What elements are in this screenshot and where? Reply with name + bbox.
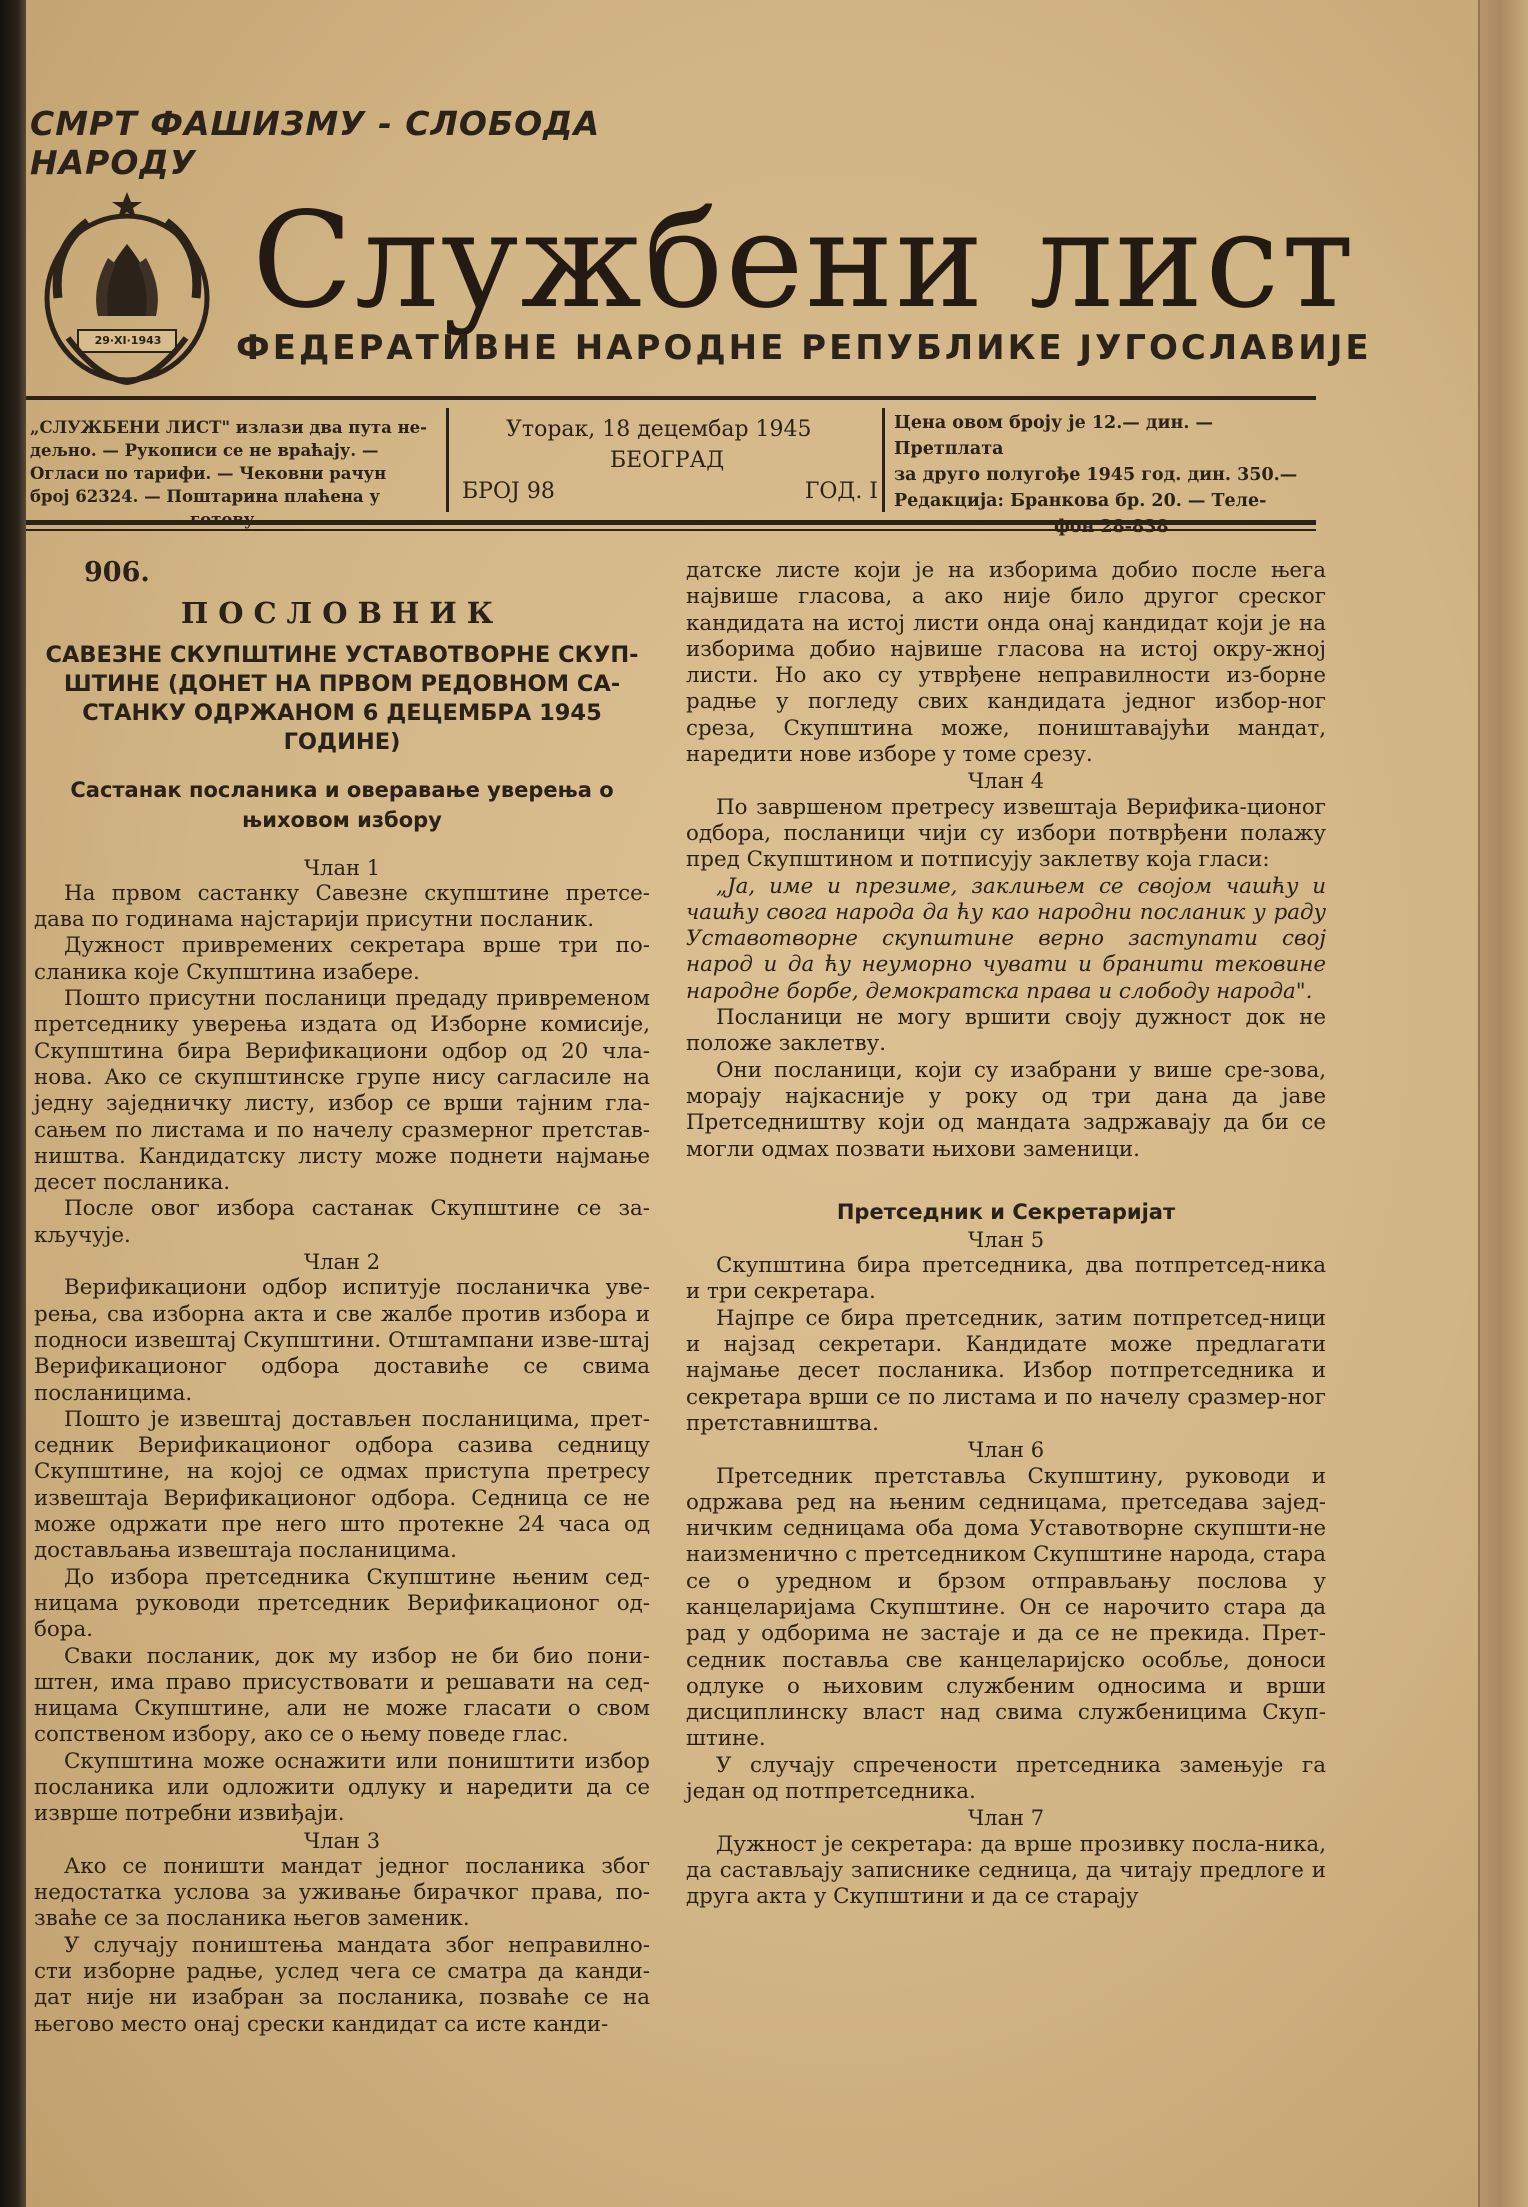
paragraph: Претседник претставља Скупштину, руководи и одржава ред на њеним седницама, претседава зајед-ничким седницама оба дома Уставотворне скупшти-не наизменично с претседником Скупштине народа, стара се о уредном и брзом отправљању послова у канцеларијама Скупштине. Он се нарочито стара да рад у одборима не застаје и да се не прекида. Прет-седник поставља све канцеларијско особље, доноси одлуке о њиховим службеним односима и врши дисциплинску власт над свима службеницима Скуп-штине.	[686, 1463, 1326, 1752]
paragraph: Пошто је извештај достављен посланицима, прет-седник Верификационог одбора сазива седницу Скупштине, на којој се одмах приступа претресу извештаја Верификационог одбора. Седница се не може одржати пре него што протекне 24 часа од достављања извештаја посланицима.	[34, 1406, 650, 1564]
subtitle-line: САВЕЗНЕ СКУПШТИНЕ УСТАВОТВОРНЕ СКУП-	[45, 641, 639, 668]
paragraph: Посланици не могу вршити своју дужност док не положе заклетву.	[686, 1005, 1326, 1057]
paragraph: У случају поништења мандата због неправилно-сти изборне радње, услед чега се сматра да канди-дат није ни изабран за посланика, позваће се на његово место онај срески кандидат са исте канди-	[34, 1932, 650, 2037]
top-rule	[26, 396, 1316, 400]
info-line: готову.	[190, 510, 261, 529]
price-line: Цена овом броју је 12.— дин. — Претплата	[894, 413, 1214, 459]
emblem-date: 29·XI·1943	[94, 334, 162, 347]
paragraph: По завршеном претресу извештаја Верифика-ционог одбора, посланици чији су избори потврђени полажу пред Скупштином и потписују заклетву која гласи:	[686, 794, 1326, 873]
price-line: Редакција: Бранкова бр. 20. — Теле-	[894, 491, 1267, 511]
issue-date: Уторак, 18 децембар 1945	[506, 417, 812, 442]
paragraph: Дужност привремених секретара врше три по-сланика које Скупштина изабере.	[34, 933, 650, 985]
info-line: дељно. — Рукописи се не враћају. —	[30, 441, 379, 460]
article-7-heading: Члан 7	[967, 1806, 1045, 1831]
book-spine-shadow	[0, 0, 26, 2207]
info-separator	[446, 408, 449, 512]
info-line: „СЛУЖБЕНИ ЛИСТ" излази два пута не-	[30, 418, 428, 437]
issue-info	[462, 414, 882, 507]
paragraph: Ако се поништи мандат једног посланика због недостатка услова за уживање бирачког права, по-зваће се за посланика његов заменик.	[34, 1853, 650, 1932]
article-1-heading: Члан 1	[303, 855, 381, 880]
paragraph: После овог избора састанак Скупштине се за-кључује.	[34, 1196, 650, 1248]
info-line: Огласи по тарифи. — Чековни рачун	[30, 464, 387, 483]
paragraph: Пошто присутни посланици предаду привременом претседнику уверења издата од Изборне комисије, Скупштина бира Верификациони одбор од 20 чла-нова. Ако се скупштинске групе нису сагласиле на једну заједничку листу, избор се врши тајним гла-сањем по листама и по начелу сразмерног претстав-ништва. Кандидатску листу може поднети најмање десет посланика.	[34, 986, 650, 1196]
slogan: СМРТ ФАШИЗМУ - СЛОБОДА НАРОДУ	[30, 104, 601, 182]
subtitle-line: СТАНКУ ОДРЖАНОМ 6 ДЕЦЕМБРА 1945 ГОДИНЕ)	[82, 699, 602, 755]
paragraph: До избора претседника Скупштине њеним сед-ницама руководи претседник Верификационог од-бора.	[34, 1564, 650, 1643]
publication-info	[30, 416, 430, 531]
issue-city: БЕОГРАД	[610, 448, 725, 473]
section-heading	[34, 775, 650, 835]
document-title: ПОСЛОВНИК	[180, 596, 504, 631]
price-line: фон 28-838	[1054, 517, 1169, 537]
article-3-heading: Члан 3	[303, 1828, 381, 1853]
newspaper-title: Службени лист	[252, 184, 1357, 338]
article-4-heading: Члан 4	[967, 769, 1045, 794]
issue-number: БРОЈ 98	[462, 479, 555, 504]
paragraph: На првом састанку Савезне скупштине претсе-дава по годинама најстарији присутни посланик.	[34, 880, 650, 933]
document-subtitle	[34, 641, 650, 757]
price-info	[894, 410, 1326, 540]
article-6-heading: Члан 6	[967, 1438, 1045, 1463]
article-2-heading: Члан 2	[303, 1250, 381, 1275]
paragraph: Скупштина бира претседника, два потпретсед-ника и три секретара.	[686, 1253, 1326, 1305]
paragraph: Скупштина може оснажити или поништити избор посланика или одложити одлуку и наредити да се изврше потребни извиђаји.	[34, 1748, 650, 1827]
paragraph: Верификациони одбор испитује посланичка уве-рења, сва изборна акта и све жалбе против избора и подноси извештај Скупштини. Отштампани изве-штај Верификационог одбора доставиће се свима посланицима.	[34, 1275, 650, 1406]
yugoslav-emblem-icon	[38, 188, 216, 388]
section-line: Састанак посланика и оверавање уверења о	[70, 777, 614, 802]
article-5-heading: Члан 5	[967, 1227, 1045, 1252]
issue-year: ГОД. I	[804, 479, 878, 504]
section-line: њиховом избору	[242, 807, 442, 832]
paragraph: Они посланици, који су изабрани у више сре-зова, морају најкасније у року од три дана да јаве Претседништву који од мандата задржавају да би се могли одмах позвати њихови заменици.	[686, 1057, 1326, 1162]
price-line: за друго полугође 1945 год. дин. 350.—	[894, 465, 1298, 485]
newspaper-subtitle: ФЕДЕРАТИВНЕ НАРОДНЕ РЕПУБЛИКЕ ЈУГОСЛАВИЈЕ	[236, 328, 1372, 368]
subtitle-line: ШТИНЕ (ДОНЕТ НА ПРВОМ РЕДОВНОМ СА-	[63, 670, 621, 697]
left-column	[34, 557, 650, 2038]
document-number: 906.	[84, 557, 150, 588]
paragraph: Најпре се бира претседник, затим потпретсед-ници и најзад секретари. Кандидате може предлагати најмање десет посланика. Избор потпретседника и секретара врши се по листама и по начелу сразмер-ног претставништва.	[686, 1305, 1326, 1436]
section-heading: Претседник и Секретаријат	[836, 1199, 1176, 1224]
page-edge	[1478, 0, 1528, 2207]
info-separator	[882, 408, 885, 512]
paragraph: У случају спречености претседника замењује га један од потпретседника.	[686, 1752, 1326, 1805]
info-line: број 62324. — Поштарина плаћена у	[30, 487, 380, 506]
paragraph: датске листе који је на изборима добио после њега највише гласова, а ако није било другог среског кандидата на истој листи онда онај кандидат који је на изборима добио највише гласова на истој окру-жној листи. Но ако су утврђене неправилности из-борне радње у погледу свих кандидата једног избор-ног среза, Скупштина може, поништавајући мандат, наредити нове изборе у томе срезу.	[686, 558, 1326, 768]
oath-text: „Ја, име и презиме, заклињем се својом чашћу и чашћу свога народа да ћу као народни посланик у раду Уставотворне скупштине верно заступати свој народ и да ћу неуморно чувати и бранити тековине народне борбе, демократска права и слободу народа".	[686, 873, 1326, 1004]
paragraph: Дужност је секретара: да врше прозивку посла-ника, да састављају записнике седница, да читају предлоге и друга акта у Скупштини и да се старају	[686, 1831, 1326, 1910]
paragraph: Сваки посланик, док му избор не би био пони-штен, има право присуствовати и решавати на сед-ницама Скупштине, али не може гласати о свом сопственом избору, ако се о њему поведе глас.	[34, 1643, 650, 1748]
right-column	[686, 560, 1326, 1911]
